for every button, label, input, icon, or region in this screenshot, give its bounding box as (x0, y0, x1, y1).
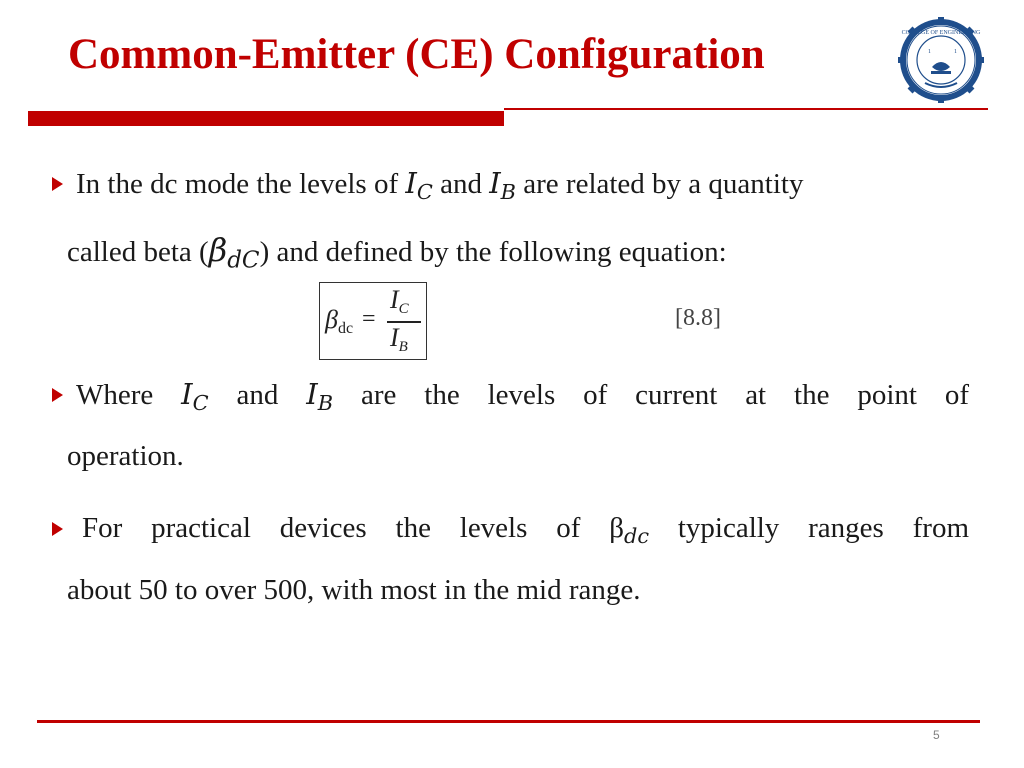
slide-title: Common-Emitter (CE) Configuration (68, 31, 765, 78)
symbol-ib: $I_B$ (306, 377, 334, 415)
bullet-2-line-1: Where $I_C$ and $I_B$ are the levels of current at the point of (76, 377, 969, 415)
logo-years-left: 1 (928, 49, 931, 55)
symbol-ib: $I_B$ (489, 166, 517, 204)
bullet-3-line-1: For practical devices the levels of $\beta_{dc}$ typically ranges from (82, 512, 969, 548)
bullet-1-line-1: In the dc mode the levels of $I_C$ and $I_B$ are related by a quantity (76, 166, 804, 204)
equation-number: [8.8] (675, 305, 721, 331)
bullet-arrow-icon (52, 388, 63, 402)
header-rule-thick (28, 111, 504, 126)
equation-beta: $\beta_{dc}$ (325, 305, 354, 337)
header-rule-thin (504, 108, 988, 110)
page-number: 5 (933, 728, 940, 742)
footer-rule (37, 720, 980, 723)
logo-years-right: 1 (954, 49, 957, 55)
equation-denominator: $I_B$ (390, 323, 408, 355)
bullet-1-line-2: called beta $(\beta_{dC})$ and defined by the following equation: (67, 231, 727, 274)
equation-box (319, 282, 427, 360)
bullet-2-line-2: operation. (67, 440, 184, 472)
bullet-3-line-2: about 50 to over 500, with most in the mid range. (67, 574, 641, 606)
symbol-ic: $I_C$ (405, 166, 433, 204)
college-logo (898, 17, 984, 103)
equation-numerator: $I_C$ (390, 285, 409, 317)
symbol-beta-dc: $\beta_{dC}$ (208, 231, 260, 274)
equation-equals: = (362, 306, 376, 332)
symbol-ic: $I_C$ (181, 377, 209, 415)
bullet-arrow-icon (52, 522, 63, 536)
logo-text-top: COLLEGE OF ENGINEERING (901, 30, 981, 36)
bullet-arrow-icon (52, 177, 63, 191)
